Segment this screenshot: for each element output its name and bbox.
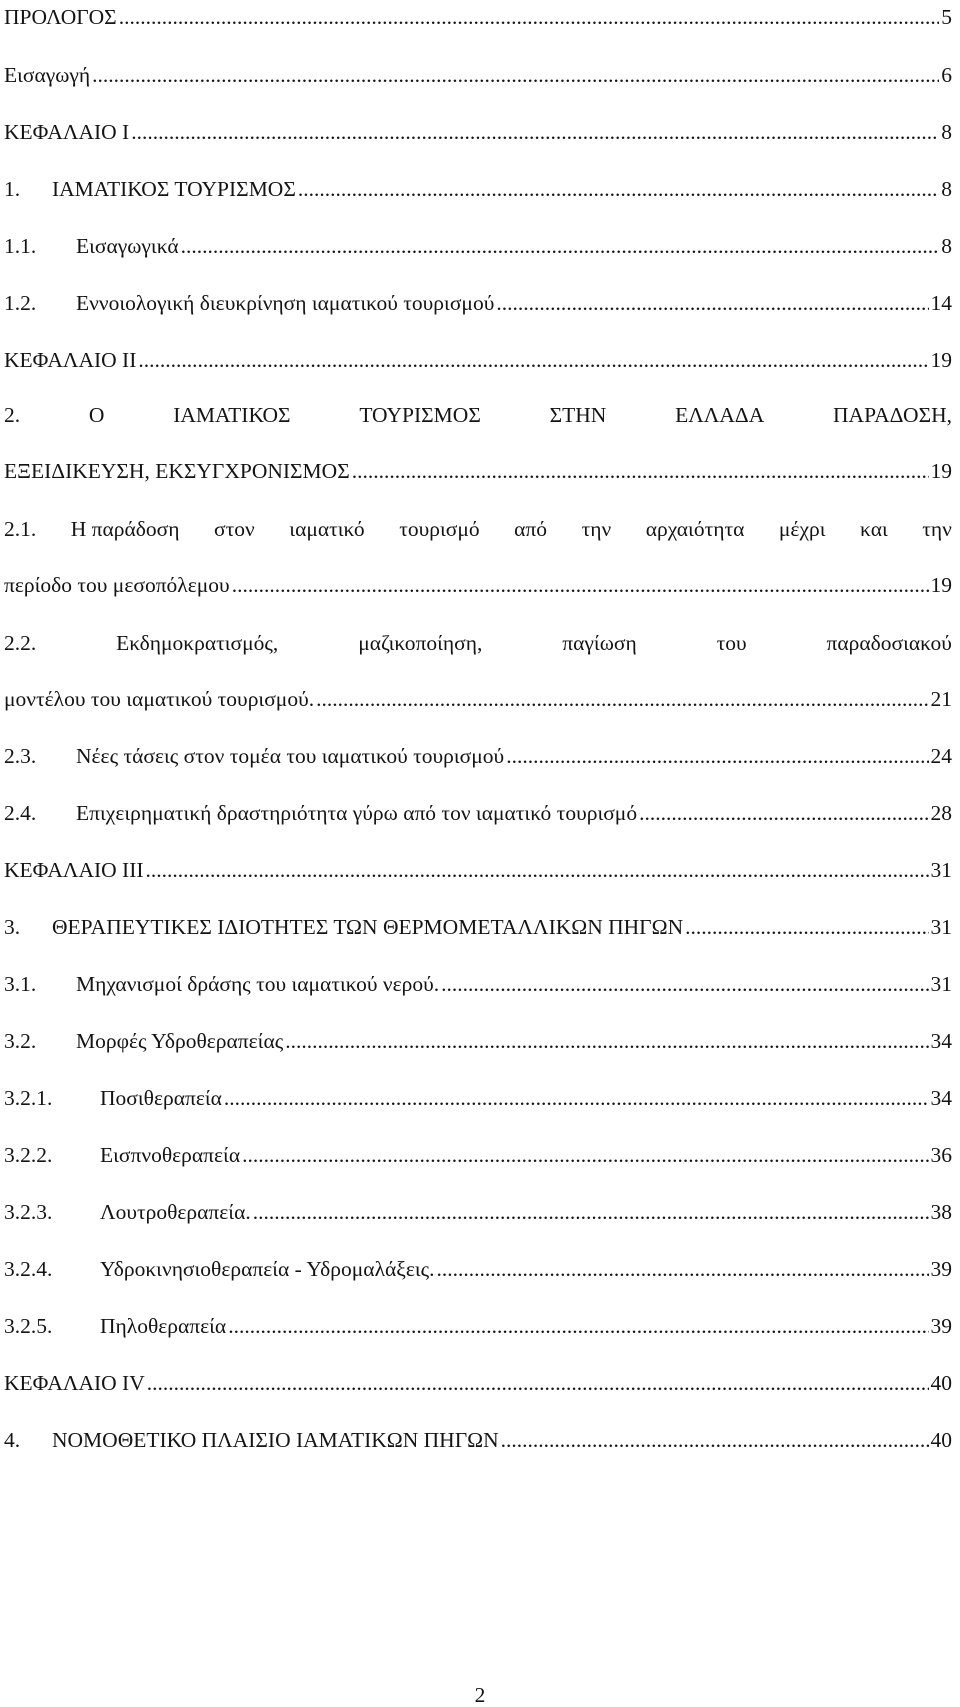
- toc-entry-1[interactable]: [4, 174, 952, 204]
- toc-title: Μορφές Υδροθεραπείας: [76, 1029, 284, 1053]
- toc-title-line-1: [4, 514, 952, 544]
- toc-entry-prologue[interactable]: [4, 2, 952, 32]
- dot-leader: [441, 969, 928, 999]
- dot-leader: [146, 855, 929, 885]
- toc-word: από: [514, 517, 548, 541]
- toc-page: 34: [930, 1086, 952, 1110]
- toc-title: Εισπνοθεραπεία: [100, 1143, 241, 1167]
- dot-leader: [228, 1311, 928, 1341]
- toc-title: Επιχειρηματική δραστηριότητα γύρω από τον ιαματικό τουρισμό: [76, 801, 638, 825]
- toc-page: 34: [930, 1029, 952, 1053]
- toc-page: 8: [941, 234, 952, 258]
- toc-entry-2-3[interactable]: [4, 741, 952, 771]
- dot-leader: [232, 570, 929, 600]
- toc-page: 31: [930, 972, 952, 996]
- toc-word: του: [716, 631, 747, 655]
- dot-leader: [639, 798, 928, 828]
- toc-word: Εκδημοκρατισμός,: [116, 631, 279, 655]
- toc-entry-chapter-2[interactable]: [4, 345, 952, 375]
- toc-number: 4.: [4, 1428, 21, 1452]
- toc-number: 3.2.: [4, 1029, 37, 1053]
- toc-number: 3.2.3.: [4, 1200, 53, 1224]
- toc-word: παγίωση: [562, 631, 637, 655]
- dot-leader: [352, 456, 929, 486]
- toc-title: Νέες τάσεις στον τομέα του ιαματικού τουρισμού: [76, 744, 505, 768]
- toc-page: 21: [930, 687, 952, 711]
- toc-word: Η παράδοση: [70, 517, 180, 541]
- toc-title: Λουτροθεραπεία.: [100, 1200, 251, 1224]
- dot-leader: [298, 174, 939, 204]
- toc-entry-2-2[interactable]: [4, 628, 952, 714]
- toc-page: 8: [941, 177, 952, 201]
- toc-title-line-2: μοντέλου του ιαματικού τουρισμού.: [4, 687, 315, 711]
- toc-number: 1.2.: [4, 291, 37, 315]
- toc-entry-3-2-2[interactable]: [4, 1140, 952, 1170]
- dot-leader: [496, 288, 928, 318]
- toc-number: 3.2.1.: [4, 1086, 53, 1110]
- toc-page: 14: [930, 291, 952, 315]
- toc-word: αρχαιότητα: [645, 517, 745, 541]
- dot-leader: [285, 1026, 928, 1056]
- toc-entry-3-2-3[interactable]: [4, 1197, 952, 1227]
- dot-leader: [147, 1368, 929, 1398]
- toc-number: 2.: [4, 403, 21, 427]
- toc-number: 3.2.5.: [4, 1314, 53, 1338]
- toc-word: την: [581, 517, 612, 541]
- toc-title: ΚΕΦΑΛΑΙΟ IV: [4, 1371, 145, 1395]
- toc-page: 40: [930, 1428, 952, 1452]
- toc-entry-chapter-1[interactable]: [4, 117, 952, 147]
- toc-entry-chapter-4[interactable]: [4, 1368, 952, 1398]
- toc-title-line-2: ΕΞΕΙΔΙΚΕΥΣΗ, ΕΚΣΥΓΧΡΟΝΙΣΜΟΣ: [4, 459, 350, 483]
- toc-page: 39: [930, 1314, 952, 1338]
- toc-page: 24: [930, 744, 952, 768]
- toc-page: 19: [930, 348, 952, 372]
- toc-title: Εισαγωγή: [4, 63, 91, 87]
- toc-number: 2.2.: [4, 631, 37, 655]
- toc-word: και: [860, 517, 888, 541]
- toc-entry-4[interactable]: [4, 1425, 952, 1455]
- toc-page: 38: [930, 1200, 952, 1224]
- dot-leader: [685, 912, 928, 942]
- dot-leader: [316, 684, 928, 714]
- toc-word: ΙΑΜΑΤΙΚΟΣ: [173, 403, 291, 427]
- toc-entry-intro[interactable]: [4, 60, 952, 90]
- toc-word: ΕΛΛΑΔΑ: [675, 403, 765, 427]
- toc-page: 19: [930, 573, 952, 597]
- toc-entry-3[interactable]: [4, 912, 952, 942]
- toc-entry-2-1[interactable]: [4, 514, 952, 600]
- toc-word: Ο: [88, 403, 105, 427]
- toc-word: ΤΟΥΡΙΣΜΟΣ: [359, 403, 481, 427]
- toc-page: 36: [930, 1143, 952, 1167]
- toc-number: 2.3.: [4, 744, 37, 768]
- dot-leader: [224, 1083, 929, 1113]
- toc-word: μαζικοποίηση,: [358, 631, 483, 655]
- dot-leader: [437, 1254, 929, 1284]
- toc-entry-3-2-4[interactable]: [4, 1254, 952, 1284]
- toc-entry-1-1[interactable]: [4, 231, 952, 261]
- toc-entry-3-2-5[interactable]: [4, 1311, 952, 1341]
- dot-leader: [131, 117, 939, 147]
- page-number: 2: [474, 1683, 486, 1707]
- toc-number: 3.2.4.: [4, 1257, 53, 1281]
- toc-title-line-1: [4, 400, 952, 430]
- toc-page: 28: [930, 801, 952, 825]
- toc-title: Ποσιθεραπεία: [100, 1086, 222, 1110]
- toc-entry-1-2[interactable]: [4, 288, 952, 318]
- toc-page: 6: [941, 63, 952, 87]
- toc-title: ΚΕΦΑΛΑΙΟ Ι: [4, 120, 130, 144]
- toc-page: 5: [941, 5, 952, 29]
- toc-number: 2.4.: [4, 801, 37, 825]
- toc-title: ΠΡΟΛΟΓΟΣ: [4, 5, 117, 29]
- toc-title: ΙΑΜΑΤΙΚΟΣ ΤΟΥΡΙΣΜΟΣ: [52, 177, 296, 201]
- dot-leader: [181, 231, 940, 261]
- toc-entry-3-2[interactable]: [4, 1026, 952, 1056]
- toc-title: Υδροκινησιοθεραπεία - Υδρομαλάξεις.: [100, 1257, 435, 1281]
- toc-entry-3-2-1[interactable]: [4, 1083, 952, 1113]
- toc-entry-2-4[interactable]: [4, 798, 952, 828]
- toc-word: τουρισμό: [399, 517, 480, 541]
- toc-number: 2.1.: [4, 517, 37, 541]
- toc-title: Μηχανισμοί δράσης του ιαματικού νερού.: [76, 972, 440, 996]
- toc-title: ΘΕΡΑΠΕΥΤΙΚΕΣ ΙΔΙΟΤΗΤΕΣ ΤΩΝ ΘΕΡΜΟΜΕΤΑΛΛΙΚΩΝ ΠΗΓΩΝ: [52, 915, 684, 939]
- toc-number: 3.: [4, 915, 21, 939]
- dot-leader: [92, 60, 939, 90]
- toc-word: ιαματικό: [289, 517, 365, 541]
- toc-number: 1.1.: [4, 234, 37, 258]
- toc-number: 3.2.2.: [4, 1143, 53, 1167]
- toc-title: ΚΕΦΑΛΑΙΟ ΙΙΙ: [4, 858, 144, 882]
- dot-leader: [242, 1140, 928, 1170]
- toc-entry-2[interactable]: [4, 400, 952, 486]
- toc-page: 31: [930, 915, 952, 939]
- toc-title: Πηλοθεραπεία: [100, 1314, 227, 1338]
- toc-word: στον: [214, 517, 255, 541]
- toc-page: 31: [930, 858, 952, 882]
- toc-word: την: [922, 517, 952, 541]
- toc-word: παραδοσιακού: [826, 631, 952, 655]
- toc-number: 3.1.: [4, 972, 37, 996]
- toc-word: ΣΤΗΝ: [549, 403, 607, 427]
- toc-title-line-1: [4, 628, 952, 658]
- dot-leader: [253, 1197, 929, 1227]
- toc-word: μέχρι: [778, 517, 826, 541]
- toc-title-line-2: περίοδο του μεσοπόλεμου: [4, 573, 230, 597]
- dot-leader: [506, 741, 928, 771]
- toc-title: Εισαγωγικά: [76, 234, 179, 258]
- toc-page: 39: [930, 1257, 952, 1281]
- toc-entry-3-1[interactable]: [4, 969, 952, 999]
- toc-title: ΚΕΦΑΛΑΙΟ ΙΙ: [4, 348, 137, 372]
- dot-leader: [138, 345, 928, 375]
- toc-entry-chapter-3[interactable]: [4, 855, 952, 885]
- dot-leader: [501, 1425, 929, 1455]
- toc-title: Εννοιολογική διευκρίνηση ιαματικού τουρισμού: [76, 291, 495, 315]
- toc-page: 19: [930, 459, 952, 483]
- toc-word: ΠΑΡΑΔΟΣΗ,: [833, 403, 952, 427]
- toc-title: ΝΟΜΟΘΕΤΙΚΟ ΠΛΑΙΣΙΟ ΙΑΜΑΤΙΚΩΝ ΠΗΓΩΝ: [52, 1428, 499, 1452]
- toc-page: 8: [941, 120, 952, 144]
- toc-number: 1.: [4, 177, 21, 201]
- dot-leader: [119, 2, 940, 32]
- toc-page: 40: [930, 1371, 952, 1395]
